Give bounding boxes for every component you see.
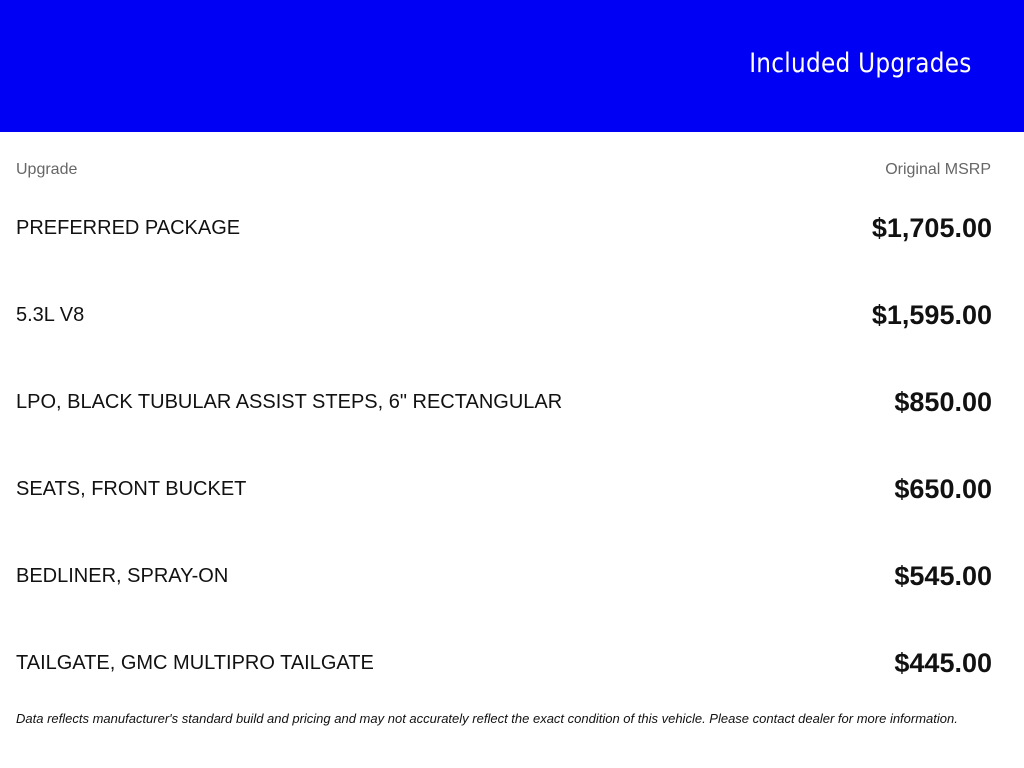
upgrade-name: LPO, BLACK TUBULAR ASSIST STEPS, 6" RECTANGULAR [16,391,563,413]
header-banner [0,0,1024,132]
table-header [16,160,991,180]
upgrade-name: TAILGATE, GMC MULTIPRO TAILGATE [16,652,374,674]
table-row [16,359,992,446]
table-row [16,533,992,620]
table-row [16,272,992,359]
disclaimer-text: Data reflects manufacturer's standard build and pricing and may not accurately reflect the exact condition of this vehicle. Please contact dealer for more information. [16,711,958,726]
column-header-msrp: Original MSRP [885,161,991,178]
upgrade-price: $445.00 [894,648,992,678]
page-title: Included Upgrades [749,48,972,79]
upgrade-name: BEDLINER, SPRAY-ON [16,565,229,587]
table-row [16,446,992,533]
upgrade-name: 5.3L V8 [16,304,85,326]
column-header-upgrade: Upgrade [16,161,78,178]
upgrade-name: SEATS, FRONT BUCKET [16,478,247,500]
table-row [16,185,992,272]
upgrade-price: $1,705.00 [871,213,992,243]
upgrade-price: $545.00 [894,561,992,591]
upgrade-price: $1,595.00 [871,300,992,330]
upgrade-price: $850.00 [894,387,992,417]
table-row [16,620,992,707]
upgrade-name: PREFERRED PACKAGE [16,217,241,239]
upgrades-list [16,185,992,707]
upgrade-price: $650.00 [894,474,992,504]
